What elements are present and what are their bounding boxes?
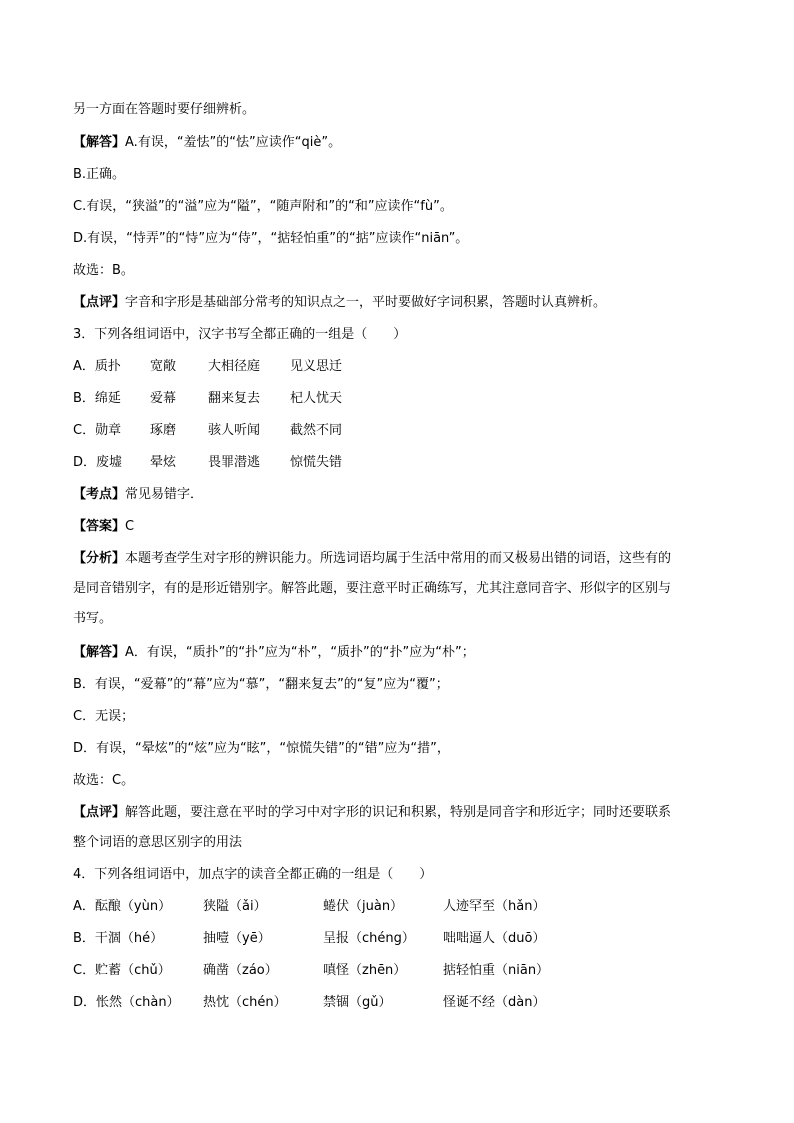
section-text: 字音和字形是基础部分常考的知识点之一，平时要做好字词积累，答题时认真辨析。: [125, 295, 607, 310]
option-word: 确凿（záo）: [203, 963, 278, 978]
text-line: [73, 133, 341, 153]
option-word: 翻来复去: [208, 391, 261, 406]
text-line: 故选：C。: [73, 773, 135, 788]
section-tag: 【解答】: [73, 645, 126, 660]
option-word: B．绵延: [73, 391, 121, 406]
text-line: B．有误，“爱幕”的“幕”应为“慕”，“翻来复去”的“复”应为“覆”；: [73, 677, 449, 692]
text-line: D.有误，“恃弄”的“恃”应为“侍”，“掂轻怕重”的“掂”应读作“niān”。: [73, 231, 469, 246]
text-line: 另一方面在答题时要仔细辨析。: [73, 102, 256, 117]
option-row: [73, 389, 733, 409]
option-word: 惊慌失错: [290, 455, 343, 470]
option-word: 抽噎（yē）: [203, 931, 271, 946]
option-word: 嗔怪（zhēn）: [323, 963, 407, 978]
text-line: [73, 517, 134, 537]
text-line: C.有误，“狭溢”的“溢”应为“隘”，“随声附和”的“和”应读作“fù”。: [73, 199, 453, 214]
text-line: 整个词语的意思区别字的用法: [73, 835, 243, 850]
section-tag: 【考点】: [73, 487, 126, 502]
section-tag: 【点评】: [73, 295, 126, 310]
section-text: A.有误，“羞怯”的“怯”应读作“qiè”。: [125, 135, 342, 150]
text-line: [73, 485, 203, 505]
option-row: [73, 421, 733, 441]
text-line: 3．下列各组词语中，汉字书写全都正确的一组是（ ）: [73, 327, 407, 342]
section-text: 常见易错字．: [125, 487, 204, 502]
option-word: C．贮蓄（chǔ）: [73, 963, 171, 978]
option-word: 宽敞: [150, 359, 177, 374]
option-word: 爱幕: [150, 391, 177, 406]
option-word: 骇人听闻: [208, 423, 261, 438]
option-word: 见义思迁: [290, 359, 343, 374]
option-word: 禁锢（gǔ）: [323, 995, 392, 1010]
option-word: A．质扑: [73, 359, 121, 374]
option-word: 咄咄逼人（duō）: [443, 931, 546, 946]
section-text: 本题考查学生对字形的辨识能力。所选词语均属于生活中常用的而又极易出错的词语，这些有的: [125, 551, 672, 566]
option-word: 大相径庭: [208, 359, 261, 374]
text-line: 4．下列各组词语中，加点字的读音全都正确的一组是（ ）: [73, 867, 433, 882]
option-word: C．勋章: [73, 423, 122, 438]
option-row: [73, 993, 733, 1013]
option-word: 热忱（chén）: [203, 995, 287, 1010]
option-word: 琢磨: [150, 423, 177, 438]
option-word: 杞人忧天: [290, 391, 343, 406]
section-text: 解答此题，要注意在平时的学习中对字形的识记和积累，特别是同音字和形近字；同时还要联系: [125, 805, 672, 820]
option-word: 呈报（chéng）: [323, 931, 415, 946]
option-word: 晕炫: [150, 455, 177, 470]
option-word: 掂轻怕重（niān）: [443, 963, 550, 978]
text-line: 书写。: [73, 611, 113, 626]
text-line: [73, 549, 671, 569]
option-row: [73, 961, 733, 981]
text-line: D．有误，“晕炫”的“炫”应为“眩”，“惊慌失错”的“错”应为“措”，: [73, 741, 450, 756]
option-row: [73, 897, 733, 917]
section-tag: 【答案】: [73, 519, 126, 534]
option-word: B．干涸（hé）: [73, 931, 164, 946]
text-line: B.正确。: [73, 167, 126, 182]
text-line: C．无误；: [73, 709, 135, 724]
text-line: [73, 803, 671, 823]
option-word: 怪诞不经（dàn）: [443, 995, 546, 1010]
option-word: 人迹罕至（hǎn）: [443, 899, 546, 914]
section-tag: 【点评】: [73, 805, 126, 820]
section-tag: 【分析】: [73, 551, 126, 566]
option-word: 畏罪潜逃: [208, 455, 261, 470]
option-word: A．酝酿（yùn）: [73, 899, 172, 914]
option-row: [73, 357, 733, 377]
option-row: [73, 929, 733, 949]
option-row: [73, 453, 733, 473]
option-word: D．废墟: [73, 455, 123, 470]
option-word: 蜷伏（juàn）: [323, 899, 404, 914]
section-tag: 【解答】: [73, 135, 126, 150]
section-text: A．有误，“质扑”的“扑”应为“朴”，“质扑”的“扑”应为“朴”；: [125, 645, 475, 660]
text-line: [73, 293, 606, 313]
text-line: [73, 643, 475, 663]
option-word: 截然不同: [290, 423, 343, 438]
section-text: C: [125, 519, 135, 534]
text-line: 故选：B。: [73, 263, 134, 278]
option-word: D．怅然（chàn）: [73, 995, 180, 1010]
option-word: 狭隘（ǎi）: [203, 899, 267, 914]
text-line: 是同音错别字，有的是形近错别字。解答此题，要注意平时正确练写，尤其注意同音字、形似字的区别与: [73, 581, 672, 596]
